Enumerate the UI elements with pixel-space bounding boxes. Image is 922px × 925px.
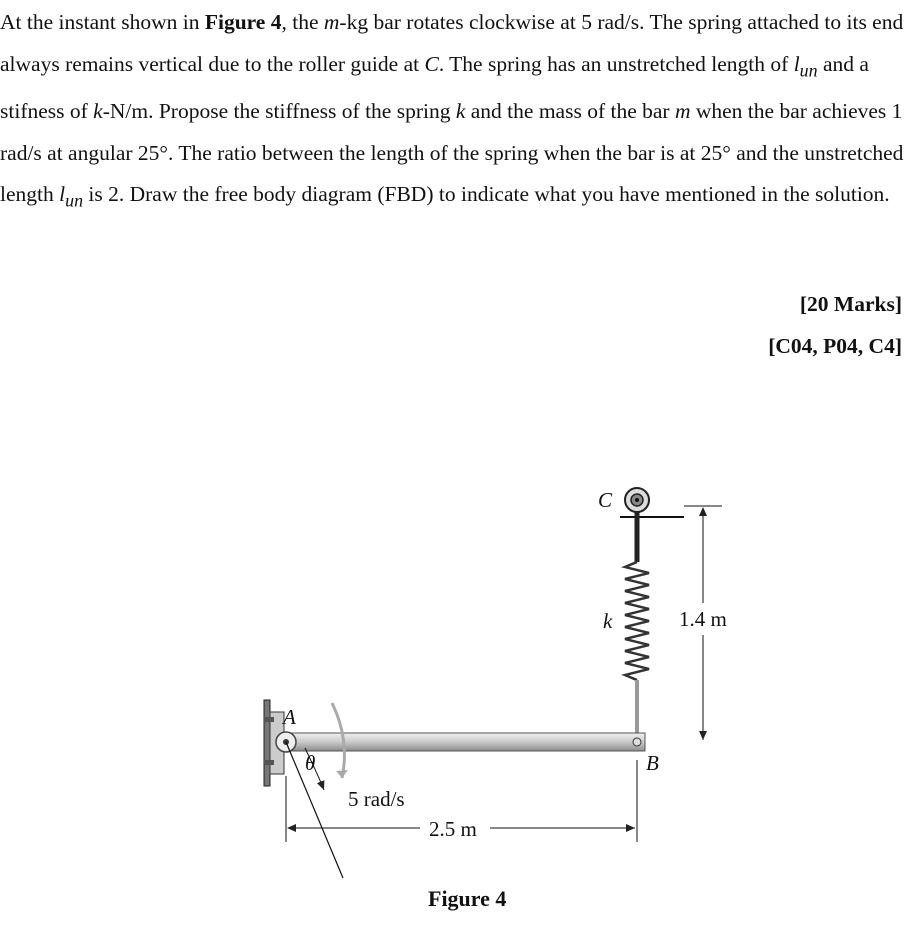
marks-total: [20 Marks] [799, 292, 902, 316]
label-c: C [598, 488, 613, 512]
bar-ab [276, 732, 645, 752]
figure-caption: Figure 4 [428, 886, 507, 911]
marks-outcomes: [C04, P04, C4] [768, 334, 902, 358]
label-a: A [283, 705, 296, 729]
label-height: 1.4 m [679, 607, 727, 631]
label-k: k [603, 609, 613, 633]
label-length: 2.5 m [429, 817, 477, 841]
roller-guide-c [620, 488, 684, 517]
label-b: B [646, 751, 659, 775]
problem-statement: At the instant shown in Figure 4, the m-kg bar rotates clockwise at 5 rad/s. The spring attached to its end always remains vertical due to the roller guide at C. The spring has an unstretched length of $l_{un}$ and a stifness of k-N/m. Propose the stiffness of the spring k and the mass of the bar m when the bar achieves 1 rad/s at angular 25°. The ratio between the length of the spring when the bar is at 25° and the unstretched length $l_{un}$ is 2. Draw the free body diagram (FBD) to indicate what you have mentioned in the solution. [0, 10, 904, 211]
label-speed: 5 rad/s [348, 787, 405, 811]
spring [625, 512, 649, 740]
figure-reference: Figure 4 [204, 10, 282, 34]
label-theta: θ [305, 751, 316, 775]
